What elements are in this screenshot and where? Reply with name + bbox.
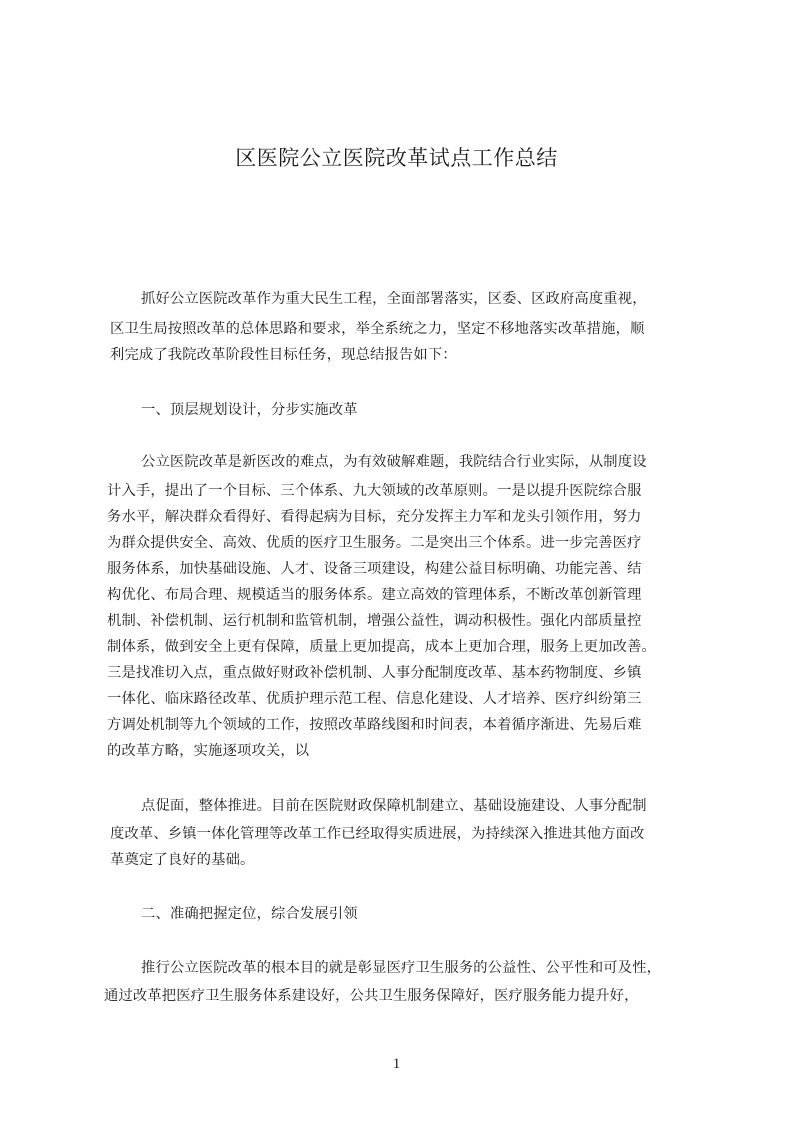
paragraph-line: 服务体系，加快基础设施、人才、设备三项建设，构建公益目标明确、功能完善、结 [107,561,642,577]
paragraph-line: 三是找准切入点，重点做好财政补偿机制、人事分配制度改革、基本药物制度、乡镇 [107,665,642,681]
paragraph-line: 推行公立医院改革的根本目的就是彰显医疗卫生服务的公益性、公平性和可及性， [141,960,662,976]
document-title: 区医院公立医院改革试点工作总结 [235,146,558,170]
paragraph-line: 制体系，做到安全上更有保障，质量上更加提高，成本上更加合理，服务上更加改善。 [107,639,656,655]
paragraph-line: 计入手，提出了一个目标、三个体系、九大领域的改革原则。一是以提升医院综合服 [107,483,642,499]
paragraph-line: 公立医院改革是新医改的难点，为有效破解难题，我院结合行业实际，从制度设 [141,454,647,470]
paragraph-line: 为群众提供安全、高效、优质的医疗卫生服务。二是突出三个体系。进一步完善医疗 [107,535,642,551]
paragraph-line: 机制、补偿机制、运行机制和监管机制，增强公益性，调动积极性。强化内部质量控 [107,613,642,629]
paragraph-line: 一体化、临床路径改革、优质护理示范工程、信息化建设、人才培养、医疗纠纷第三 [107,691,642,707]
page-number: 1 [392,1056,401,1072]
paragraph-line: 利完成了我院改革阶段性目标任务，现总结报告如下： [110,347,457,363]
paragraph-line: 点促面，整体推进。目前在医院财政保障机制建立、基础设施建设、人事分配制 [141,798,647,814]
paragraph-line: 通过改革把医疗卫生服务体系建设好，公共卫生服务保障好，医疗服务能力提升好， [104,988,639,1004]
section-heading: 一、顶层规划设计，分步实施改革 [141,402,358,418]
paragraph-line: 革奠定了良好的基础。 [110,852,255,868]
paragraph-line: 务水平，解决群众看得好、看得起病为目标，充分发挥主力军和龙头引领作用，努力 [107,509,642,525]
paragraph-line: 度改革、乡镇一体化管理等改革工作已经取得实质进展，为持续深入推进其他方面改 [110,826,645,842]
paragraph-line: 构优化、布局合理、规模适当的服务体系。建立高效的管理体系，不断改革创新管理 [107,587,642,603]
section-heading: 二、准确把握定位，综合发展引领 [141,906,358,922]
paragraph-line: 区卫生局按照改革的总体思路和要求，举全系统之力，坚定不移地落实改革措施，顺 [110,321,645,337]
paragraph-line: 抓好公立医院改革作为重大民生工程，全面部署落实，区委、区政府高度重视， [141,291,647,307]
paragraph-line: 方调处机制等九个领域的工作，按照改革路线图和时间表，本着循序渐进、先易后难 [107,717,642,733]
paragraph-line: 的改革方略，实施逐项攻关，以 [107,743,310,759]
